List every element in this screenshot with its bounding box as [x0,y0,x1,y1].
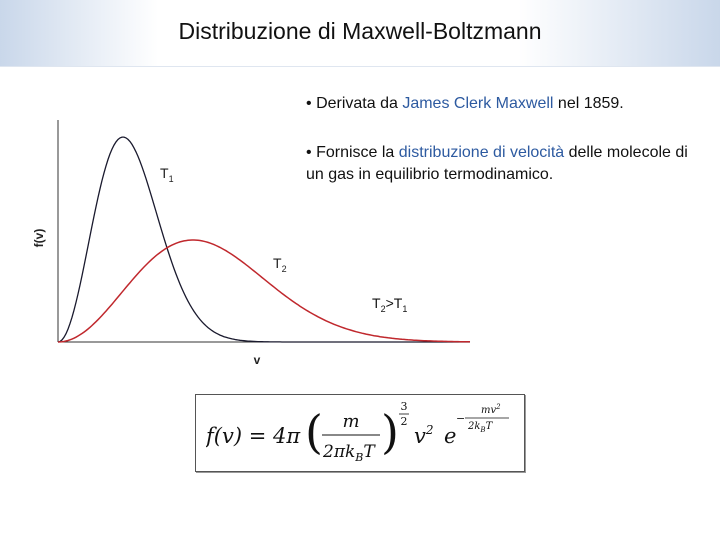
formula-e-den-sub: B [480,426,486,434]
bullet-text-before: Fornisce la [316,144,399,161]
formula-den-pre: 2πk [323,442,356,462]
formula-numerator: m [342,411,360,432]
bullet-marker: • [306,95,312,112]
formula-exp-minus: − [456,412,466,425]
formula-v-squared [414,423,434,448]
formula-e-den-post: T [485,421,493,432]
bullet-text-before: Derivata da [316,95,403,112]
label-t1 [160,165,174,184]
bullet-highlight-maxwell: James Clerk Maxwell [402,95,554,112]
ann-sep: > [385,295,394,311]
formula-v: v [414,424,426,448]
formula-den-sub: B [355,451,364,464]
slide-title: Distribuzione di Maxwell-Boltzmann [178,18,542,44]
ann-left: T [372,295,381,311]
slide-header [0,0,720,67]
formula-e-num: mv [481,405,497,416]
label-t2-main: T [273,255,282,271]
formula-e-den-pre: 2k [468,421,481,432]
label-t2-sub: 2 [281,264,287,274]
formula-den-post: T [363,442,375,462]
ann-right-sub: 1 [402,304,408,314]
formula-box [195,394,525,472]
formula-exp-den: 2 [400,415,408,428]
formula-denominator [322,442,376,464]
x-axis-label: v [253,353,261,367]
bullet-text-after: delle molecole di un gas in equilibrio termodinamico. [306,144,688,183]
formula-e-num-exp: 2 [496,403,501,411]
formula-paren-right: ) [381,405,399,459]
bullet-highlight-distribution: distribuzione di velocità [398,144,565,161]
temperature-annotation [372,295,407,314]
maxwell-formula [206,395,516,471]
ann-right: T [393,295,403,311]
ann-left-sub: 2 [380,304,386,314]
formula-e: e [444,424,457,448]
label-t2 [273,255,287,274]
formula-v-exp: 2 [425,423,434,437]
formula-exp-num: 3 [400,400,408,413]
label-t1-sub: 1 [168,174,174,184]
formula-e-denominator [467,421,494,434]
curve-t2 [58,240,470,342]
formula-paren-left: ( [305,405,323,459]
bullet-marker: • [306,144,312,161]
y-axis-label: f(v) [32,228,46,248]
bullet-text-after: nel 1859. [553,95,624,112]
label-t1-main: T [160,165,169,181]
formula-lhs: f(v) = 4π [206,424,301,448]
formula-e-numerator [481,403,501,416]
curve-t1 [58,137,470,342]
maxwell-chart [20,110,480,372]
